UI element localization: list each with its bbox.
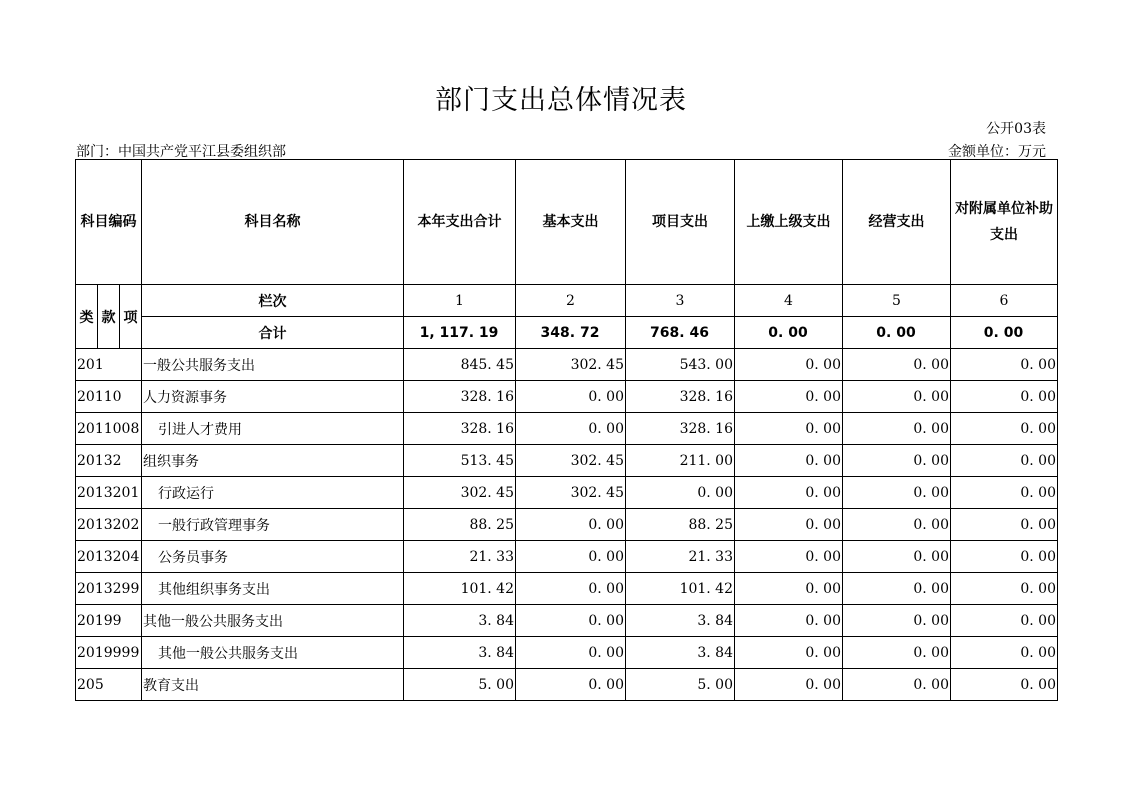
header-col6: 对附属单位补助支出 bbox=[951, 160, 1058, 285]
row-name: 一般公共服务支出 bbox=[142, 349, 404, 381]
total-v1: 1, 117. 19 bbox=[404, 317, 516, 349]
row-v1: 845. 45 bbox=[404, 349, 516, 381]
row-code: 20132 bbox=[76, 445, 142, 477]
row-v5: 0. 00 bbox=[843, 605, 951, 637]
row-code: 2019999 bbox=[76, 637, 142, 669]
row-v1: 5. 00 bbox=[404, 669, 516, 701]
total-v2: 348. 72 bbox=[516, 317, 626, 349]
header-col5: 经营支出 bbox=[843, 160, 951, 285]
row-code: 205 bbox=[76, 669, 142, 701]
row-v3: 328. 16 bbox=[626, 381, 735, 413]
row-code: 2011008 bbox=[76, 413, 142, 445]
header-lei: 类 bbox=[76, 285, 98, 349]
col-number-6: 6 bbox=[951, 285, 1058, 317]
row-v3: 543. 00 bbox=[626, 349, 735, 381]
total-v4: 0. 00 bbox=[735, 317, 843, 349]
total-label: 合计 bbox=[142, 317, 404, 349]
row-code: 2013204 bbox=[76, 541, 142, 573]
row-code: 2013202 bbox=[76, 509, 142, 541]
row-v4: 0. 00 bbox=[735, 349, 843, 381]
row-code: 20110 bbox=[76, 381, 142, 413]
row-code: 2013201 bbox=[76, 477, 142, 509]
total-v5: 0. 00 bbox=[843, 317, 951, 349]
row-v5: 0. 00 bbox=[843, 669, 951, 701]
row-v5: 0. 00 bbox=[843, 509, 951, 541]
header-col4: 上缴上级支出 bbox=[735, 160, 843, 285]
row-v2: 0. 00 bbox=[516, 605, 626, 637]
unit-label: 金额单位：万元 bbox=[948, 144, 1046, 160]
row-v1: 88. 25 bbox=[404, 509, 516, 541]
table-row bbox=[76, 573, 1058, 605]
row-code: 201 bbox=[76, 349, 142, 381]
row-v5: 0. 00 bbox=[843, 381, 951, 413]
row-v1: 328. 16 bbox=[404, 413, 516, 445]
table-row bbox=[76, 509, 1058, 541]
row-v5: 0. 00 bbox=[843, 541, 951, 573]
row-v4: 0. 00 bbox=[735, 669, 843, 701]
row-v5: 0. 00 bbox=[843, 637, 951, 669]
header-kuan: 款 bbox=[98, 285, 120, 349]
row-v6: 0. 00 bbox=[951, 381, 1058, 413]
col-number-5: 5 bbox=[843, 285, 951, 317]
table-row bbox=[76, 381, 1058, 413]
header-lanci: 栏次 bbox=[142, 285, 404, 317]
row-v6: 0. 00 bbox=[951, 573, 1058, 605]
row-v3: 328. 16 bbox=[626, 413, 735, 445]
col-number-2: 2 bbox=[516, 285, 626, 317]
row-v3: 88. 25 bbox=[626, 509, 735, 541]
header-col2: 基本支出 bbox=[516, 160, 626, 285]
row-v2: 0. 00 bbox=[516, 381, 626, 413]
page-title: 部门支出总体情况表 bbox=[435, 85, 687, 116]
row-v2: 0. 00 bbox=[516, 541, 626, 573]
row-v5: 0. 00 bbox=[843, 349, 951, 381]
row-v5: 0. 00 bbox=[843, 413, 951, 445]
row-v6: 0. 00 bbox=[951, 349, 1058, 381]
row-name: 组织事务 bbox=[142, 445, 404, 477]
row-code: 2013299 bbox=[76, 573, 142, 605]
row-v2: 302. 45 bbox=[516, 477, 626, 509]
row-v1: 328. 16 bbox=[404, 381, 516, 413]
table-row bbox=[76, 349, 1058, 381]
header-code: 科目编码 bbox=[76, 160, 142, 285]
row-name: 引进人才费用 bbox=[142, 413, 404, 445]
col-number-4: 4 bbox=[735, 285, 843, 317]
row-name: 人力资源事务 bbox=[142, 381, 404, 413]
row-v6: 0. 00 bbox=[951, 413, 1058, 445]
row-v3: 101. 42 bbox=[626, 573, 735, 605]
row-v2: 0. 00 bbox=[516, 509, 626, 541]
table-row bbox=[76, 445, 1058, 477]
row-v6: 0. 00 bbox=[951, 509, 1058, 541]
row-v5: 0. 00 bbox=[843, 573, 951, 605]
row-name: 其他组织事务支出 bbox=[142, 573, 404, 605]
table-row bbox=[76, 541, 1058, 573]
row-v3: 3. 84 bbox=[626, 605, 735, 637]
col-number-3: 3 bbox=[626, 285, 735, 317]
row-v2: 302. 45 bbox=[516, 349, 626, 381]
total-v3: 768. 46 bbox=[626, 317, 735, 349]
row-v6: 0. 00 bbox=[951, 445, 1058, 477]
row-v1: 101. 42 bbox=[404, 573, 516, 605]
table-row bbox=[76, 637, 1058, 669]
row-v5: 0. 00 bbox=[843, 445, 951, 477]
total-v6: 0. 00 bbox=[951, 317, 1058, 349]
row-v1: 302. 45 bbox=[404, 477, 516, 509]
row-v2: 0. 00 bbox=[516, 573, 626, 605]
row-v2: 302. 45 bbox=[516, 445, 626, 477]
row-v4: 0. 00 bbox=[735, 509, 843, 541]
row-v2: 0. 00 bbox=[516, 669, 626, 701]
row-v4: 0. 00 bbox=[735, 573, 843, 605]
row-v6: 0. 00 bbox=[951, 637, 1058, 669]
column-number-row bbox=[76, 285, 1058, 317]
row-v4: 0. 00 bbox=[735, 477, 843, 509]
table-row bbox=[76, 605, 1058, 637]
row-v4: 0. 00 bbox=[735, 413, 843, 445]
header-row bbox=[76, 160, 1058, 285]
row-name: 公务员事务 bbox=[142, 541, 404, 573]
table-row bbox=[76, 477, 1058, 509]
col-number-1: 1 bbox=[404, 285, 516, 317]
row-v6: 0. 00 bbox=[951, 477, 1058, 509]
row-name: 其他一般公共服务支出 bbox=[142, 605, 404, 637]
form-number: 公开03表 bbox=[986, 121, 1046, 137]
table-row bbox=[76, 669, 1058, 701]
row-v2: 0. 00 bbox=[516, 637, 626, 669]
row-v6: 0. 00 bbox=[951, 605, 1058, 637]
row-v3: 211. 00 bbox=[626, 445, 735, 477]
row-v3: 21. 33 bbox=[626, 541, 735, 573]
department-label: 部门：中国共产党平江县委组织部 bbox=[76, 144, 286, 160]
row-name: 行政运行 bbox=[142, 477, 404, 509]
row-v5: 0. 00 bbox=[843, 477, 951, 509]
row-v4: 0. 00 bbox=[735, 381, 843, 413]
row-name: 其他一般公共服务支出 bbox=[142, 637, 404, 669]
table-row bbox=[76, 413, 1058, 445]
row-v2: 0. 00 bbox=[516, 413, 626, 445]
header-col1: 本年支出合计 bbox=[404, 160, 516, 285]
row-v4: 0. 00 bbox=[735, 445, 843, 477]
row-v1: 21. 33 bbox=[404, 541, 516, 573]
header-col3: 项目支出 bbox=[626, 160, 735, 285]
row-v6: 0. 00 bbox=[951, 669, 1058, 701]
total-row bbox=[76, 317, 1058, 349]
row-code: 20199 bbox=[76, 605, 142, 637]
row-name: 一般行政管理事务 bbox=[142, 509, 404, 541]
row-name: 教育支出 bbox=[142, 669, 404, 701]
row-v4: 0. 00 bbox=[735, 541, 843, 573]
header-name: 科目名称 bbox=[142, 160, 404, 285]
expenditure-table bbox=[75, 159, 1058, 701]
row-v4: 0. 00 bbox=[735, 637, 843, 669]
row-v3: 5. 00 bbox=[626, 669, 735, 701]
row-v1: 3. 84 bbox=[404, 605, 516, 637]
row-v1: 3. 84 bbox=[404, 637, 516, 669]
row-v6: 0. 00 bbox=[951, 541, 1058, 573]
row-v3: 0. 00 bbox=[626, 477, 735, 509]
row-v4: 0. 00 bbox=[735, 605, 843, 637]
row-v1: 513. 45 bbox=[404, 445, 516, 477]
row-v3: 3. 84 bbox=[626, 637, 735, 669]
header-xiang: 项 bbox=[120, 285, 142, 349]
